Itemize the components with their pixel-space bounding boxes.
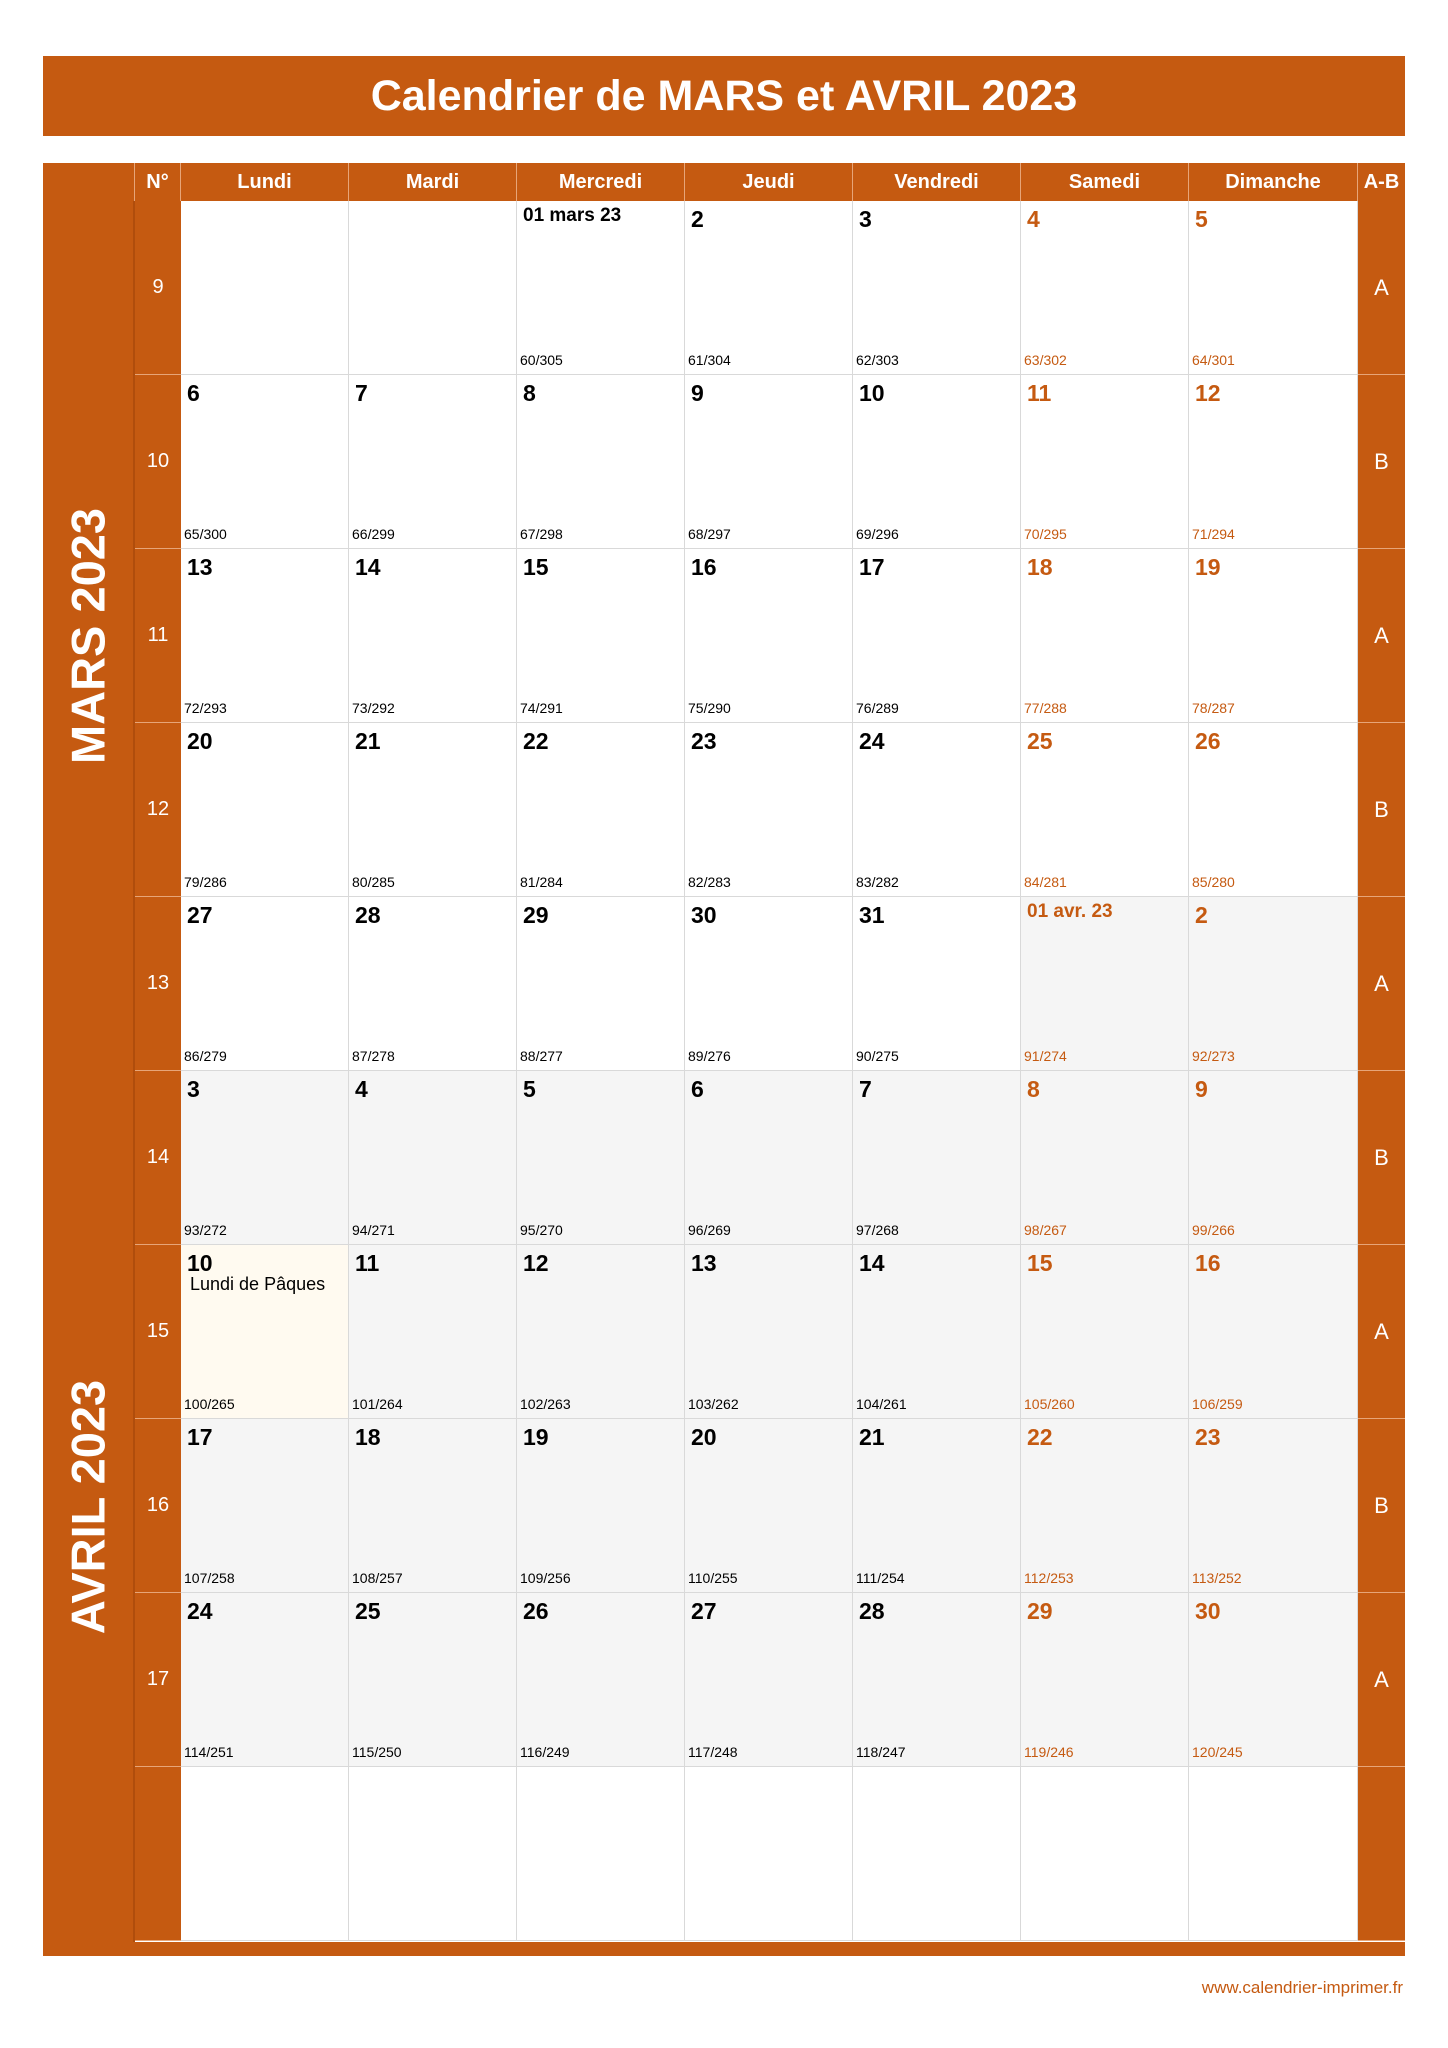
day-of-year-counter: 94/271 <box>352 1222 395 1238</box>
empty-day-cell <box>1189 1767 1358 1941</box>
day-number: 7 <box>355 380 368 406</box>
day-cell[interactable] <box>1189 1593 1358 1767</box>
day-number: 28 <box>355 902 381 928</box>
empty-day-cell <box>1021 1767 1189 1941</box>
day-number: 5 <box>523 1076 536 1102</box>
day-cell[interactable] <box>181 723 349 897</box>
week-ab-letter <box>1358 1767 1405 1941</box>
day-number: 31 <box>859 902 885 928</box>
day-of-year-counter: 104/261 <box>856 1396 907 1412</box>
week-ab-letter: A <box>1358 1593 1405 1767</box>
day-of-year-counter: 76/289 <box>856 700 899 716</box>
day-of-year-counter: 106/259 <box>1192 1396 1243 1412</box>
month-column-april <box>43 1071 135 1942</box>
day-cell[interactable] <box>517 375 685 549</box>
day-of-year-counter: 100/265 <box>184 1396 235 1412</box>
day-number: 15 <box>523 554 549 580</box>
empty-day-cell <box>181 201 349 375</box>
day-cell[interactable] <box>517 549 685 723</box>
day-cell[interactable] <box>517 1071 685 1245</box>
day-cell[interactable] <box>517 201 685 375</box>
day-number: 15 <box>1027 1250 1053 1276</box>
day-number: 8 <box>1027 1076 1040 1102</box>
empty-day-cell <box>349 201 517 375</box>
day-number: 11 <box>1027 380 1052 406</box>
day-cell[interactable] <box>1021 723 1189 897</box>
day-cell[interactable] <box>1189 723 1358 897</box>
empty-day-cell <box>181 1767 349 1941</box>
day-cell[interactable] <box>685 201 853 375</box>
week-number: 13 <box>135 897 181 1071</box>
day-cell[interactable] <box>517 723 685 897</box>
day-number: 6 <box>691 1076 704 1102</box>
day-number: 26 <box>1195 728 1221 754</box>
day-of-year-counter: 81/284 <box>520 874 563 890</box>
day-number: 4 <box>1027 206 1040 232</box>
day-number: 11 <box>355 1250 380 1276</box>
day-of-year-counter: 117/248 <box>688 1744 738 1760</box>
day-cell[interactable] <box>685 1071 853 1245</box>
day-cell[interactable] <box>517 1593 685 1767</box>
empty-day-cell <box>349 1767 517 1941</box>
day-number: 3 <box>859 206 872 232</box>
day-number: 27 <box>691 1598 717 1624</box>
day-number: 13 <box>187 554 213 580</box>
day-number: 29 <box>523 902 549 928</box>
day-of-year-counter: 88/277 <box>520 1048 563 1064</box>
week-ab-letter: A <box>1358 549 1405 723</box>
day-of-year-counter: 115/250 <box>352 1744 402 1760</box>
day-number: 01 avr. 23 <box>1027 901 1113 922</box>
day-number: 21 <box>859 1424 885 1450</box>
day-of-year-counter: 85/280 <box>1192 874 1235 890</box>
day-number: 22 <box>523 728 549 754</box>
month-label-march: MARS 2023 <box>61 508 115 764</box>
day-cell[interactable] <box>853 1593 1021 1767</box>
day-number: 10 <box>187 1250 213 1276</box>
day-of-year-counter: 71/294 <box>1192 526 1235 542</box>
day-of-year-counter: 97/268 <box>856 1222 899 1238</box>
day-of-year-counter: 72/293 <box>184 700 227 716</box>
day-number: 5 <box>1195 206 1208 232</box>
day-number: 14 <box>859 1250 885 1276</box>
day-cell[interactable] <box>853 897 1021 1071</box>
day-number: 7 <box>859 1076 872 1102</box>
day-of-year-counter: 63/302 <box>1024 352 1067 368</box>
footer-website[interactable]: www.calendrier-imprimer.fr <box>1201 1978 1403 1997</box>
day-number: 24 <box>187 1598 213 1624</box>
day-of-year-counter: 111/254 <box>856 1570 905 1586</box>
day-of-year-counter: 116/249 <box>520 1744 570 1760</box>
day-number: 30 <box>1195 1598 1221 1624</box>
day-cell[interactable] <box>1021 1071 1189 1245</box>
day-number: 22 <box>1027 1424 1053 1450</box>
day-number: 01 mars 23 <box>523 205 622 226</box>
day-number: 2 <box>691 206 704 232</box>
day-cell[interactable] <box>349 549 517 723</box>
day-number: 23 <box>691 728 717 754</box>
day-cell[interactable] <box>349 375 517 549</box>
day-of-year-counter: 93/272 <box>184 1222 227 1238</box>
month-label-april: AVRIL 2023 <box>61 1379 115 1634</box>
header-ab: A-B <box>1358 163 1405 201</box>
week-ab-letter: A <box>1358 1245 1405 1419</box>
day-of-year-counter: 95/270 <box>520 1222 563 1238</box>
day-cell[interactable] <box>853 1419 1021 1593</box>
week-ab-letter: B <box>1358 1419 1405 1593</box>
week-number <box>135 1767 181 1941</box>
day-of-year-counter: 78/287 <box>1192 700 1235 716</box>
day-number: 6 <box>187 380 200 406</box>
day-cell[interactable] <box>1189 1071 1358 1245</box>
day-number: 16 <box>691 554 717 580</box>
day-of-year-counter: 64/301 <box>1192 352 1235 368</box>
day-of-year-counter: 68/297 <box>688 526 731 542</box>
day-of-year-counter: 96/269 <box>688 1222 731 1238</box>
day-of-year-counter: 86/279 <box>184 1048 227 1064</box>
calendar-grid <box>43 163 1405 1942</box>
day-cell[interactable] <box>181 549 349 723</box>
header-day-sunday: Dimanche <box>1189 163 1358 201</box>
day-number: 18 <box>1027 554 1053 580</box>
day-cell[interactable] <box>1021 549 1189 723</box>
day-cell[interactable] <box>349 897 517 1071</box>
day-cell[interactable] <box>1189 201 1358 375</box>
header-corner <box>43 163 135 201</box>
week-ab-letter: A <box>1358 201 1405 375</box>
day-cell[interactable] <box>349 1419 517 1593</box>
day-cell[interactable] <box>181 1419 349 1593</box>
day-cell[interactable] <box>853 549 1021 723</box>
day-of-year-counter: 83/282 <box>856 874 899 890</box>
day-of-year-counter: 61/304 <box>688 352 731 368</box>
day-cell[interactable] <box>1021 1245 1189 1419</box>
week-ab-letter: B <box>1358 723 1405 897</box>
day-of-year-counter: 110/255 <box>688 1570 738 1586</box>
day-number: 9 <box>691 380 704 406</box>
day-of-year-counter: 101/264 <box>352 1396 403 1412</box>
day-cell[interactable] <box>349 1071 517 1245</box>
day-number: 12 <box>523 1250 549 1276</box>
day-cell[interactable] <box>685 1245 853 1419</box>
day-cell[interactable] <box>1189 375 1358 549</box>
day-of-year-counter: 90/275 <box>856 1048 899 1064</box>
day-cell[interactable] <box>1189 1419 1358 1593</box>
day-of-year-counter: 60/305 <box>520 352 563 368</box>
holiday-label: Lundi de Pâques <box>190 1274 326 1294</box>
day-number: 9 <box>1195 1076 1208 1102</box>
day-of-year-counter: 65/300 <box>184 526 227 542</box>
day-of-year-counter: 118/247 <box>856 1744 906 1760</box>
day-cell[interactable] <box>1021 1593 1189 1767</box>
day-number: 3 <box>187 1076 200 1102</box>
day-cell[interactable] <box>685 723 853 897</box>
day-of-year-counter: 79/286 <box>184 874 227 890</box>
day-cell[interactable] <box>853 723 1021 897</box>
day-of-year-counter: 75/290 <box>688 700 731 716</box>
day-cell[interactable] <box>853 375 1021 549</box>
header-day-tuesday: Mardi <box>349 163 517 201</box>
day-cell[interactable] <box>1021 897 1189 1071</box>
day-number: 25 <box>355 1598 381 1624</box>
day-number: 8 <box>523 380 536 406</box>
week-ab-letter: A <box>1358 897 1405 1071</box>
day-number: 17 <box>859 554 885 580</box>
day-of-year-counter: 92/273 <box>1192 1048 1235 1064</box>
day-number: 14 <box>355 554 381 580</box>
day-of-year-counter: 102/263 <box>520 1396 571 1412</box>
day-of-year-counter: 120/245 <box>1192 1744 1243 1760</box>
day-of-year-counter: 108/257 <box>352 1570 403 1586</box>
day-cell[interactable] <box>1021 1419 1189 1593</box>
day-cell[interactable] <box>181 1071 349 1245</box>
day-cell[interactable] <box>685 897 853 1071</box>
week-number: 14 <box>135 1071 181 1245</box>
week-number: 15 <box>135 1245 181 1419</box>
day-of-year-counter: 74/291 <box>520 700 563 716</box>
day-cell[interactable] <box>181 1593 349 1767</box>
header-day-friday: Vendredi <box>853 163 1021 201</box>
day-cell[interactable] <box>685 549 853 723</box>
header-day-thursday: Jeudi <box>685 163 853 201</box>
day-of-year-counter: 73/292 <box>352 700 395 716</box>
empty-day-cell <box>517 1767 685 1941</box>
day-of-year-counter: 91/274 <box>1024 1048 1067 1064</box>
day-of-year-counter: 113/252 <box>1192 1570 1242 1586</box>
day-cell[interactable] <box>853 1071 1021 1245</box>
day-number: 17 <box>187 1424 213 1450</box>
day-number: 25 <box>1027 728 1053 754</box>
day-cell[interactable] <box>181 897 349 1071</box>
empty-day-cell <box>685 1767 853 1941</box>
day-cell[interactable] <box>1189 897 1358 1071</box>
header-week-number: N° <box>135 163 181 201</box>
day-cell[interactable] <box>1021 201 1189 375</box>
day-number: 24 <box>859 728 885 754</box>
week-ab-letter: B <box>1358 1071 1405 1245</box>
month-column-march <box>43 201 135 1071</box>
day-cell[interactable] <box>517 1245 685 1419</box>
day-of-year-counter: 99/266 <box>1192 1222 1235 1238</box>
day-cell[interactable] <box>349 723 517 897</box>
day-number: 13 <box>691 1250 717 1276</box>
day-cell[interactable] <box>685 375 853 549</box>
week-number: 10 <box>135 375 181 549</box>
day-number: 18 <box>355 1424 381 1450</box>
day-number: 27 <box>187 902 213 928</box>
day-number: 19 <box>1195 554 1221 580</box>
day-of-year-counter: 98/267 <box>1024 1222 1067 1238</box>
week-number: 9 <box>135 201 181 375</box>
day-number: 29 <box>1027 1598 1053 1624</box>
day-of-year-counter: 67/298 <box>520 526 563 542</box>
day-number: 21 <box>355 728 381 754</box>
week-ab-letter: B <box>1358 375 1405 549</box>
day-number: 19 <box>523 1424 549 1450</box>
day-of-year-counter: 103/262 <box>688 1396 739 1412</box>
day-number: 20 <box>691 1424 717 1450</box>
week-number: 17 <box>135 1593 181 1767</box>
day-of-year-counter: 107/258 <box>184 1570 235 1586</box>
week-number: 11 <box>135 549 181 723</box>
day-of-year-counter: 80/285 <box>352 874 395 890</box>
day-cell[interactable] <box>1189 549 1358 723</box>
day-of-year-counter: 66/299 <box>352 526 395 542</box>
day-number: 16 <box>1195 1250 1221 1276</box>
day-number: 12 <box>1195 380 1221 406</box>
bottom-bar <box>43 1942 1405 1956</box>
header-day-saturday: Samedi <box>1021 163 1189 201</box>
day-of-year-counter: 62/303 <box>856 352 899 368</box>
day-of-year-counter: 89/276 <box>688 1048 731 1064</box>
header-day-wednesday: Mercredi <box>517 163 685 201</box>
day-of-year-counter: 105/260 <box>1024 1396 1075 1412</box>
day-cell[interactable] <box>685 1593 853 1767</box>
day-number: 26 <box>523 1598 549 1624</box>
day-number: 4 <box>355 1076 368 1102</box>
day-cell[interactable] <box>517 1419 685 1593</box>
day-number: 28 <box>859 1598 885 1624</box>
day-cell[interactable] <box>1021 375 1189 549</box>
day-cell[interactable] <box>181 375 349 549</box>
day-of-year-counter: 119/246 <box>1024 1744 1074 1760</box>
day-of-year-counter: 69/296 <box>856 526 899 542</box>
day-number: 30 <box>691 902 717 928</box>
day-of-year-counter: 84/281 <box>1024 874 1067 890</box>
day-cell[interactable] <box>685 1419 853 1593</box>
day-of-year-counter: 70/295 <box>1024 526 1067 542</box>
day-of-year-counter: 77/288 <box>1024 700 1067 716</box>
day-of-year-counter: 109/256 <box>520 1570 571 1586</box>
header-day-monday: Lundi <box>181 163 349 201</box>
day-cell[interactable] <box>1189 1245 1358 1419</box>
day-cell[interactable] <box>853 201 1021 375</box>
day-of-year-counter: 82/283 <box>688 874 731 890</box>
day-cell[interactable] <box>181 1245 349 1419</box>
day-cell[interactable] <box>517 897 685 1071</box>
day-cell[interactable] <box>349 1593 517 1767</box>
day-cell[interactable] <box>853 1245 1021 1419</box>
empty-day-cell <box>853 1767 1021 1941</box>
week-number: 12 <box>135 723 181 897</box>
day-number: 2 <box>1195 902 1208 928</box>
day-number: 23 <box>1195 1424 1221 1450</box>
page-title: Calendrier de MARS et AVRIL 2023 <box>43 56 1405 136</box>
day-of-year-counter: 112/253 <box>1024 1570 1074 1586</box>
day-number: 20 <box>187 728 213 754</box>
day-number: 10 <box>859 380 885 406</box>
day-of-year-counter: 114/251 <box>184 1744 234 1760</box>
week-number: 16 <box>135 1419 181 1593</box>
day-of-year-counter: 87/278 <box>352 1048 395 1064</box>
day-cell[interactable] <box>349 1245 517 1419</box>
